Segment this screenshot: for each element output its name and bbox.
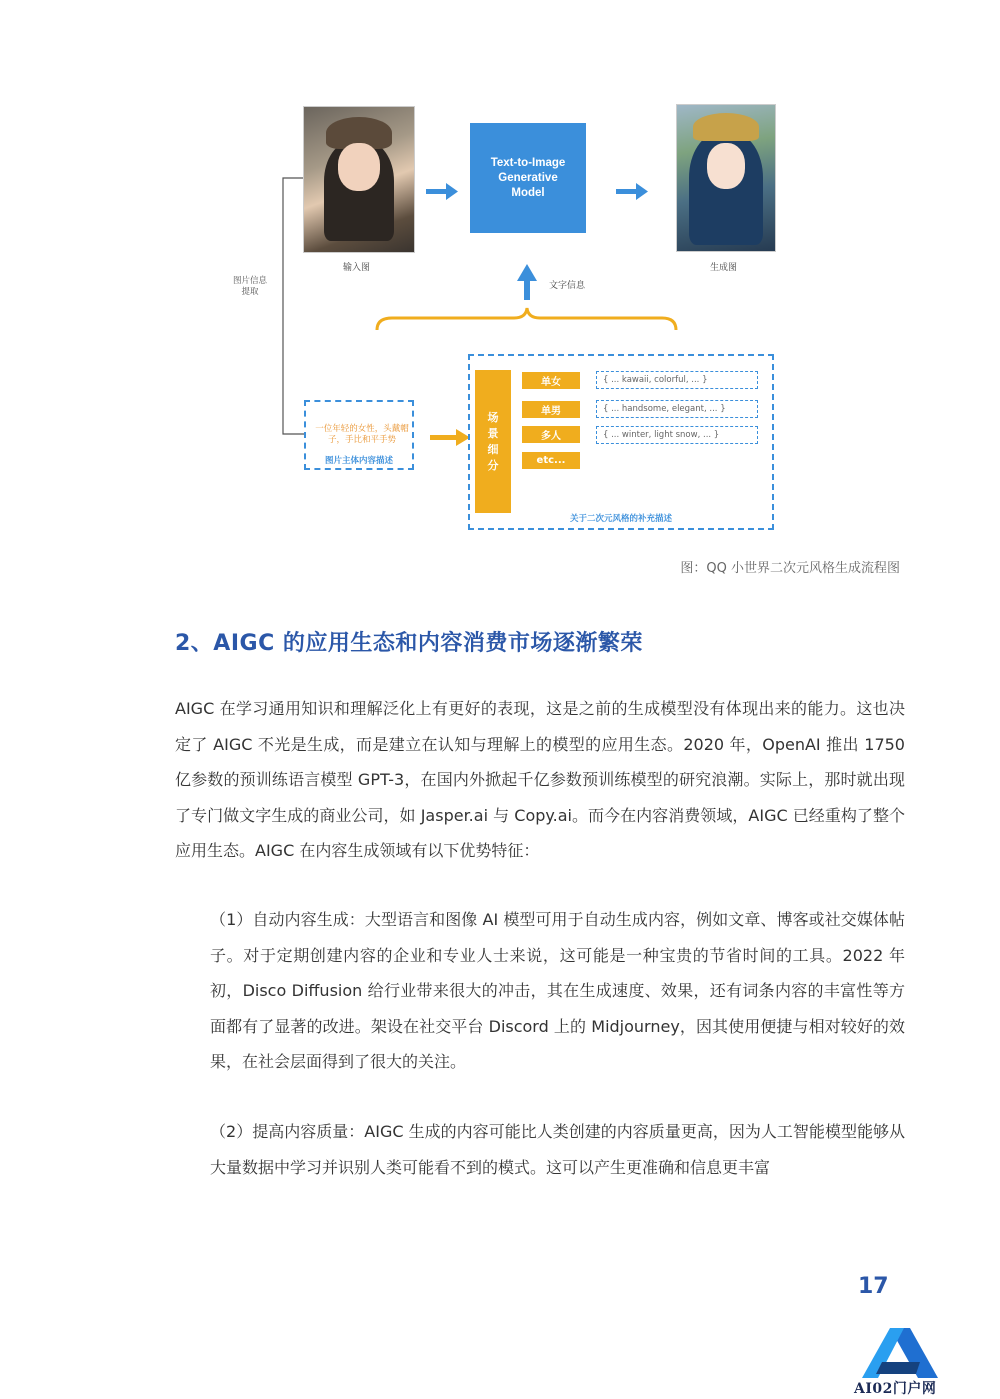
scene-keywords: { ... winter, light snow, ... } [596,426,758,444]
info-extract-label [228,276,272,298]
orange-brace [377,308,676,330]
output-image-label: 生成图 [710,263,738,273]
scene-tag: 单男 [522,401,580,418]
scene-main-label [475,370,511,513]
model-box [470,123,586,233]
model-box-line-2: Generative [498,171,558,184]
section-heading: 2、AIGC 的应用生态和内容消费市场逐渐繁荣 [175,631,643,656]
model-box-line-3: Model [511,186,545,199]
arrow-desc-to-scene [430,429,470,446]
info-extract-label-line-2: 提取 [241,287,259,297]
item-2-paragraph: （2）提高内容质量：AIGC 生成的内容可能比人类创建的内容质量更高，因为人工智能模型能够从大量数据中学习并识别人类可能看不到的模式。这可以产生更准确和信息更丰富 [210,1122,905,1177]
arrow-model-to-output [616,183,648,200]
scene-tag: 单女 [522,372,580,389]
output-image-face [707,143,745,189]
scene-tag: 多人 [522,426,580,443]
info-extract-line [283,178,304,434]
scene-title: 关于二次元风格的补充描述 [569,514,672,524]
output-image [676,104,776,252]
watermark-text: AI02门户网 [854,1381,937,1397]
arrow-up-to-model [517,264,537,300]
input-image-label: 输入图 [343,263,371,273]
info-extract-label-line-1: 图片信息 [232,276,267,286]
page-number: 17 [858,1274,889,1299]
watermark-logo-icon [860,1326,940,1380]
input-image [303,106,415,253]
output-image-hat [693,113,759,141]
input-image-face [338,143,380,191]
description-box [304,400,414,470]
scene-keywords: { ... kawaii, colorful, ... } [596,371,758,389]
model-box-line-1: Text-to-Image [490,156,566,169]
intro-paragraph: AIGC 在学习通用知识和理解泛化上有更好的表现，这是之前的生成模型没有体现出来的能力。这也决定了 AIGC 不光是生成，而是建立在认知与理解上的模型的应用生态。2020 年，OpenAI 推出 1750 亿参数的预训练语言模型 GPT-3，在国内外掀起千亿参数预训练模型的研究浪潮。实际上，那时就出现了专门做文字生成的商业公司，如 Jasper.ai 与 Copy.ai。而今在内容消费领域，AIGC 已经重构了整个应用生态。AIGC 在内容生成领域有以下优势特征： [175,699,905,860]
scene-main-label-text: 场景细分 [487,410,499,472]
text-info-label: 文字信息 [549,281,586,291]
description-title: 图片主体内容描述 [324,456,393,466]
arrow-input-to-model [426,183,458,200]
scene-keywords: { ... handsome, elegant, ... } [596,400,758,418]
figure-caption: 图：QQ 小世界二次元风格生成流程图 [680,561,900,576]
scene-tag: etc... [522,452,580,469]
item-1-paragraph: （1）自动内容生成：大型语言和图像 AI 模型可用于自动生成内容，例如文章、博客或社交媒体帖子。对于定期创建内容的企业和专业人士来说，这可能是一种宝贵的节省时间的工具。2022 年初，Disco Diffusion 给行业带来很大的冲击，其在生成速度、效果，还有词条内容的丰富性等方面都有了显著的改进。架设在社交平台 Discord 上的 Midjourney，因其使用便捷与相对较好的效果，在社会层面得到了很大的关注。 [210,910,905,1071]
description-text: 一位年轻的女性，头戴帽子，手比和平手势 [315,424,409,445]
